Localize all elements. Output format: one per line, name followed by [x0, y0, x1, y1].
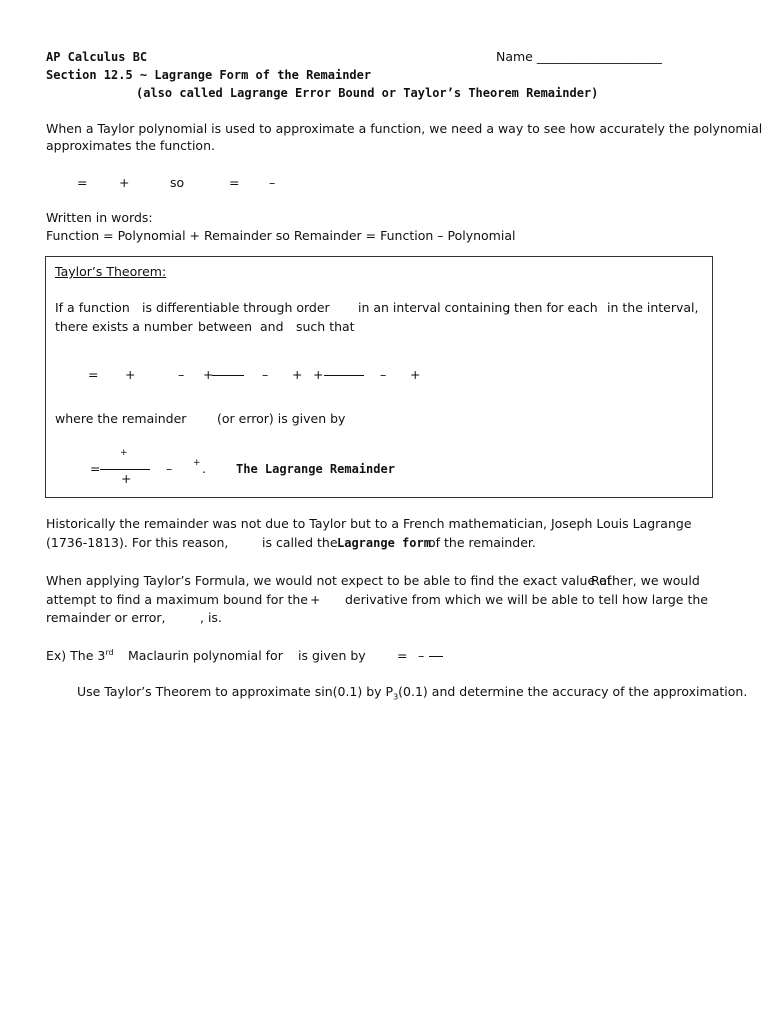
example-minus: –: [418, 648, 425, 663]
remainder-minus: –: [166, 461, 173, 476]
theorem-where-remainder: where the remainder: [55, 411, 187, 426]
taylor-formula-symbol: –: [178, 367, 185, 382]
remainder-period: .: [202, 461, 206, 476]
applying-line-1a: When applying Taylor’s Formula, we would not expect to be able to find the exact value of: [46, 573, 612, 588]
example-text-b: is given by: [298, 648, 366, 663]
course-title: AP Calculus BC: [46, 50, 148, 64]
history-line-2b: is called the: [262, 535, 338, 550]
theorem-then-for-each: , then for each: [506, 300, 598, 315]
applying-line-3a: remainder or error,: [46, 610, 166, 625]
remainder-plus-exponent: +: [193, 458, 201, 468]
lagrange-remainder-label: The Lagrange Remainder: [236, 462, 395, 476]
intro-eq-so: so: [170, 175, 185, 190]
theorem-in-the-interval: in the interval,: [607, 300, 699, 315]
taylor-formula-symbol: +: [292, 367, 303, 382]
taylor-formula-symbol: +: [125, 367, 136, 382]
theorem-in-an-interval: in an interval containing: [358, 300, 511, 315]
theorem-there-exists: there exists a number: [55, 319, 193, 334]
taylor-formula-symbol: +: [203, 367, 214, 382]
history-line-1: Historically the remainder was not due to Taylor but to a French mathematician, Joseph Louis Lagrange: [46, 516, 692, 531]
theorem-is-differentiable: is differentiable through order: [142, 300, 330, 315]
theorem-or-error: (or error) is given by: [217, 411, 346, 426]
remainder-fraction-bar: [100, 469, 150, 470]
section-subtitle: (also called Lagrange Error Bound or Taylor’s Theorem Remainder): [136, 86, 599, 100]
theorem-if-a-function: If a function: [55, 300, 130, 315]
theorem-title: Taylor’s Theorem:: [55, 264, 167, 279]
example-label: [46, 648, 114, 664]
taylor-formula-symbol: =: [88, 367, 99, 382]
remainder-plus-bottom: +: [121, 471, 132, 486]
theorem-between: between: [198, 319, 253, 334]
taylor-formula-symbol: –: [380, 367, 387, 382]
intro-line-1: When a Taylor polynomial is used to approximate a function, we need a way to see how accurately the polynomial: [46, 121, 763, 136]
written-in-words-label: Written in words:: [46, 210, 153, 225]
theorem-and: and: [260, 319, 284, 334]
instruction-part-a: Use Taylor’s Theorem to approximate sin(0.1) by P: [77, 684, 394, 699]
remainder-plus-top: +: [120, 448, 128, 458]
written-in-words-line: Function = Polynomial + Remainder so Remainder = Function – Polynomial: [46, 228, 516, 243]
applying-line-3b: , is.: [200, 610, 222, 625]
applying-plus: +: [310, 592, 321, 607]
example-equals: =: [397, 648, 408, 663]
instruction-part-b: (0.1) and determine the accuracy of the approximation.: [398, 684, 748, 699]
applying-line-2b: derivative from which we will be able to tell how large the: [345, 592, 708, 607]
section-title: Section 12.5 ~ Lagrange Form of the Remainder: [46, 68, 372, 82]
history-line-2a: (1736-1813). For this reason,: [46, 535, 229, 550]
intro-line-2: approximates the function.: [46, 138, 215, 153]
intro-eq-plus: +: [119, 175, 130, 190]
example-fraction-bar: [429, 656, 443, 657]
remainder-equals: =: [90, 461, 101, 476]
taylor-formula-symbol: –: [262, 367, 269, 382]
example-label-sup: rd: [105, 647, 114, 657]
example-instruction: [77, 684, 747, 700]
instruction-sub: 3: [393, 692, 399, 702]
applying-line-1b: Rather, we would: [591, 573, 700, 588]
taylor-fraction-bar: [212, 375, 244, 376]
taylor-formula-symbol: +: [410, 367, 421, 382]
history-lagrange-form: Lagrange form: [337, 536, 431, 550]
history-line-2c: of the remainder.: [428, 535, 536, 550]
example-text-a: Maclaurin polynomial for: [128, 648, 283, 663]
taylor-formula-symbol: +: [313, 367, 324, 382]
intro-eq-equals-1: =: [77, 175, 88, 190]
example-label-text: Ex) The 3: [46, 648, 106, 663]
intro-eq-minus: –: [269, 175, 276, 190]
name-field[interactable]: Name ____________________: [496, 49, 662, 64]
intro-eq-equals-2: =: [229, 175, 240, 190]
applying-line-2a: attempt to find a maximum bound for the: [46, 592, 308, 607]
theorem-such-that: such that: [296, 319, 355, 334]
taylor-fraction-bar: [324, 375, 364, 376]
